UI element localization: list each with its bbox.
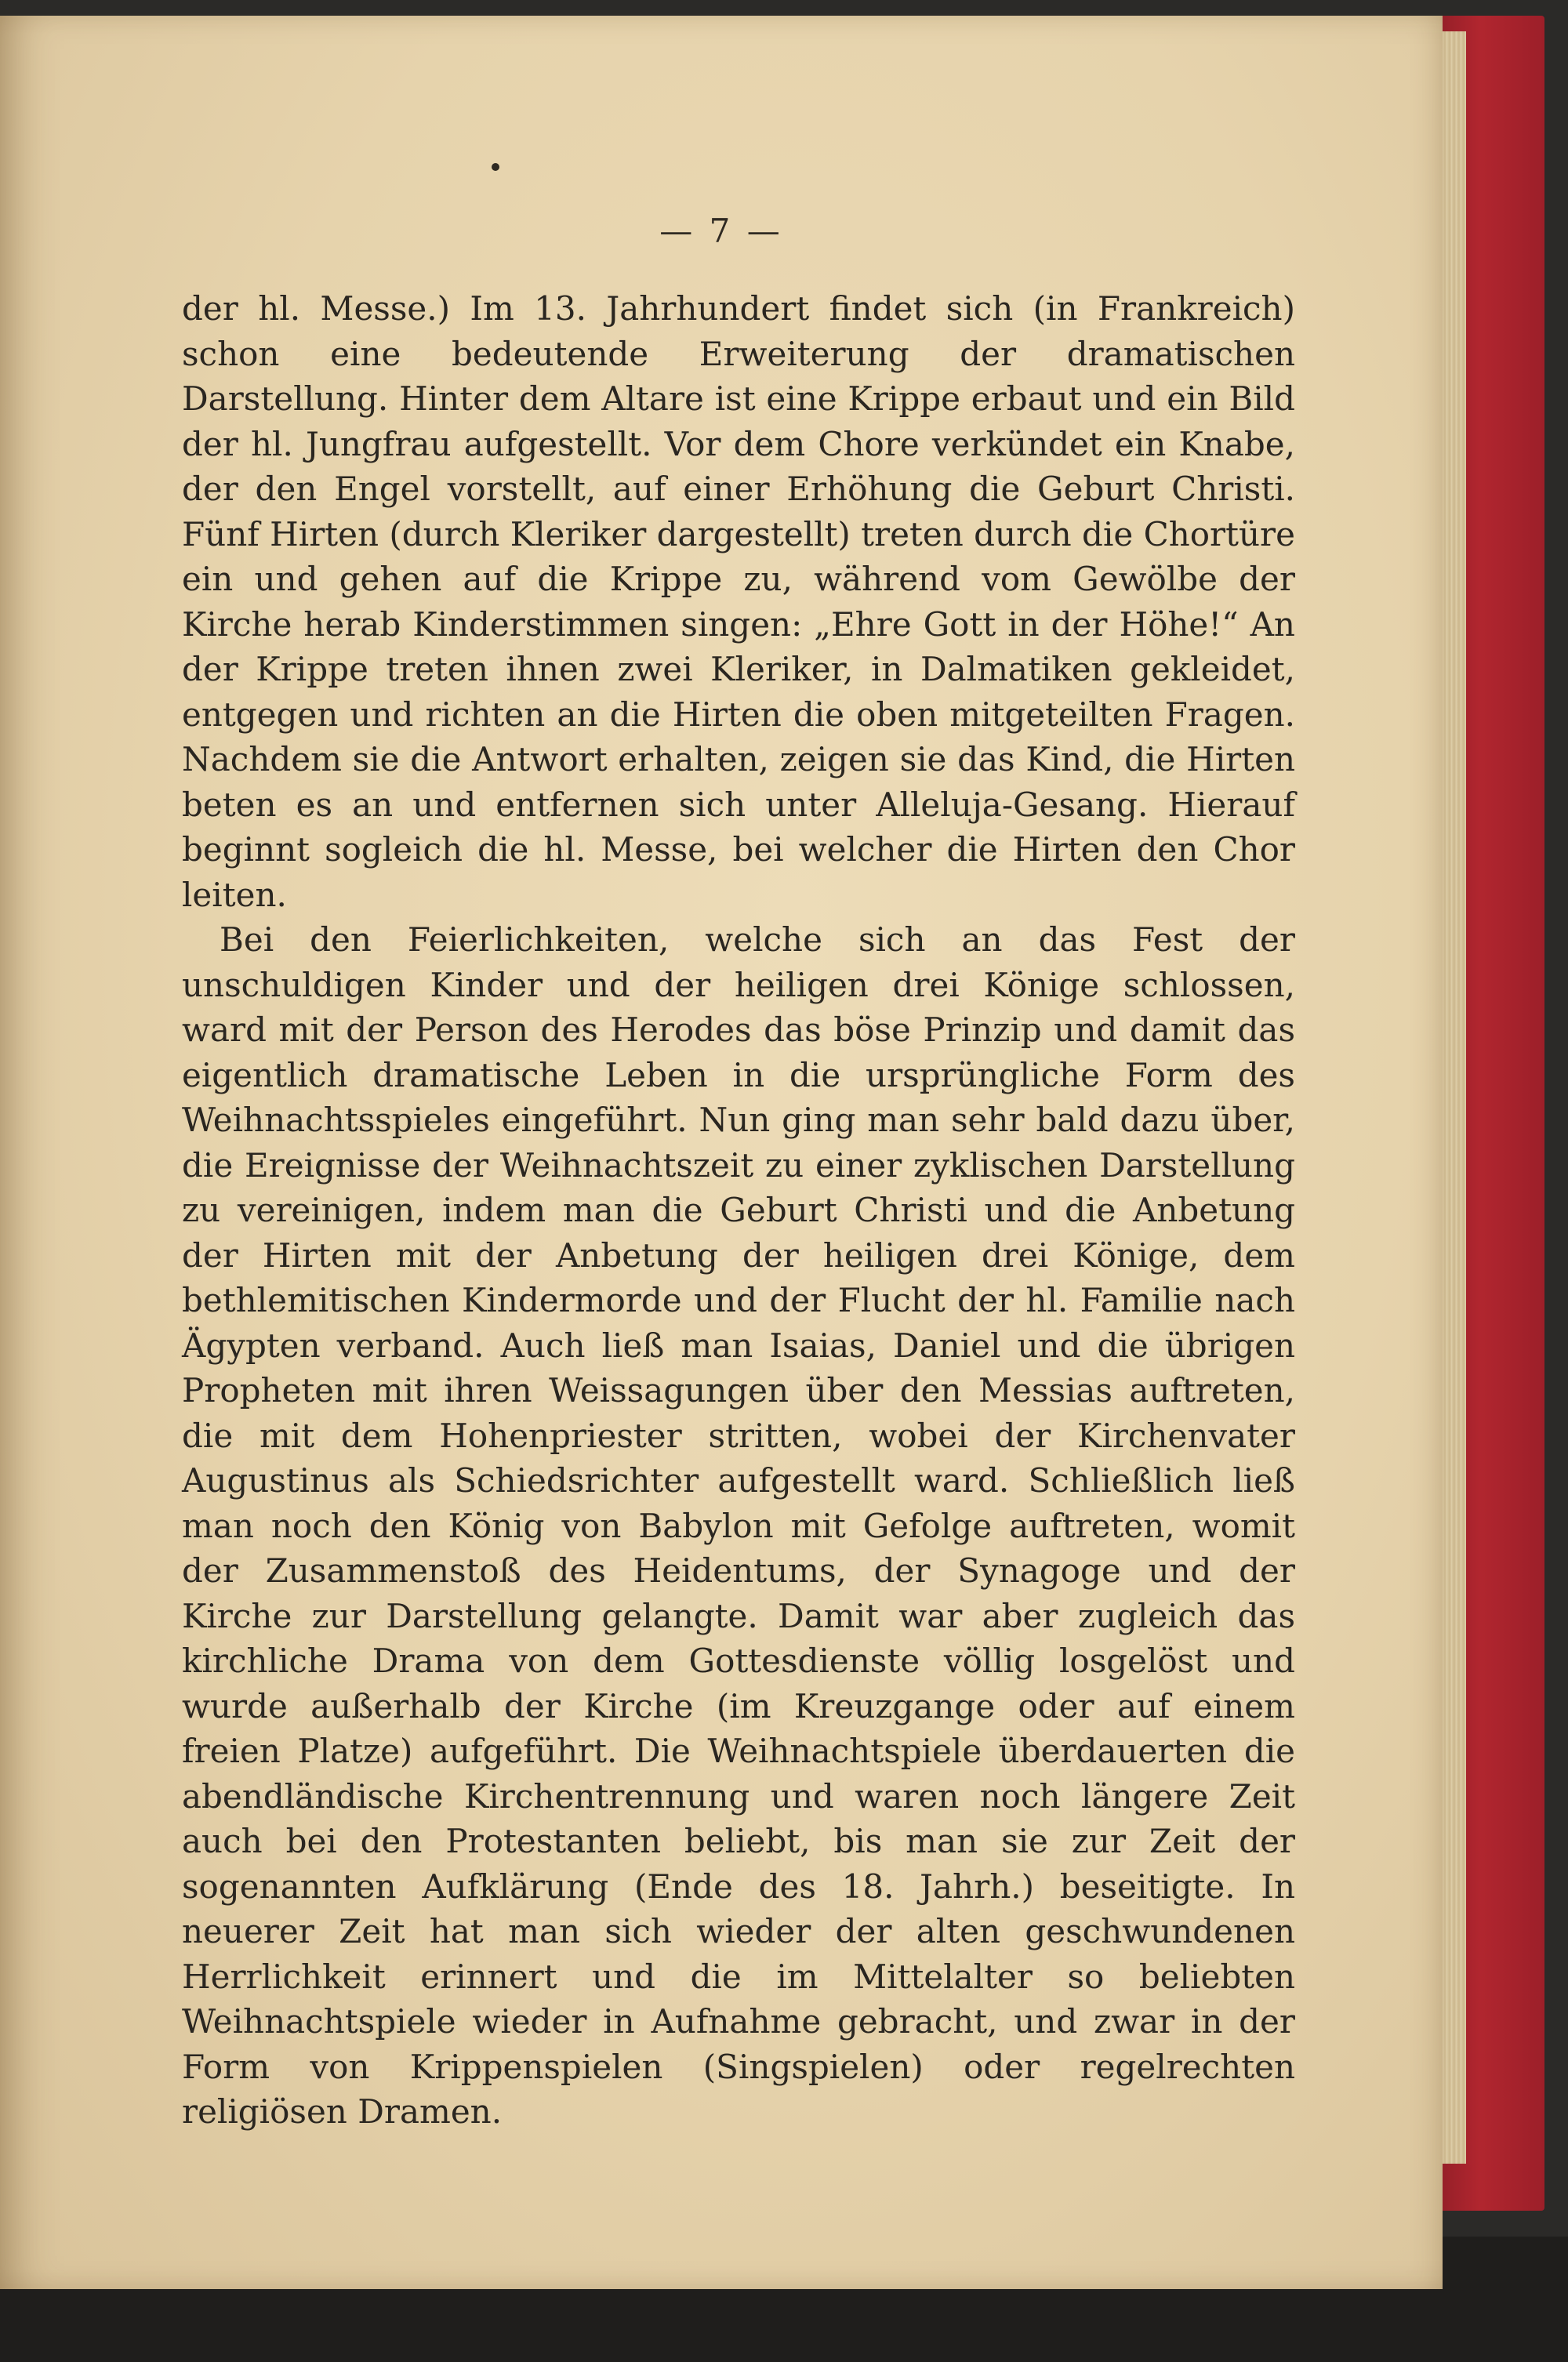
paragraph-1: der hl. Messe.) Im 13. Jahrhundert findet sich (in Frankreich) schon eine bedeutende Erweiterung der dramatischen Darstellung. Hinter dem Altare ist eine Krippe erbaut und ein Bild der hl. Jungfrau aufgestellt. Vor dem Chore verkündet ein Knabe, der den Engel vorstellt, auf einer Erhöhung die Geburt Christi. Fünf Hirten (durch Kleriker dargestellt) treten durch die Chortüre ein und gehen auf die Krippe zu, während vom Gewölbe der Kirche herab Kinderstimmen singen: „Ehre Gott in der Höhe!“ An der Krippe treten ihnen zwei Kleriker, in Dalmatiken gekleidet, entgegen und richten an die Hirten die oben mitgeteilten Fragen. Nachdem sie die Antwort erhalten, zeigen sie das Kind, die Hirten beten es an und entfernen sich unter Alleluja-Gesang. Hierauf beginnt sogleich die hl. Messe, bei welcher die Hirten den Chor leiten. bbox=[182, 289, 1295, 914]
body-text bbox=[182, 286, 1295, 2135]
paragraph-2: Bei den Feierlichkeiten, welche sich an das Fest der unschuldigen Kinder und der heiligen drei Könige schlossen, ward mit der Person des Herodes das böse Prinzip und damit das eigentlich dramatische Leben in die ursprüngliche Form des Weihnachtsspieles eingeführt. Nun ging man sehr bald dazu über, die Ereignisse der Weihnachtszeit zu einer zyklischen Darstellung zu vereinigen, indem man die Geburt Christi und die Anbetung der Hirten mit der Anbetung der heiligen drei Könige, dem bethlemitischen Kindermorde und der Flucht der hl. Familie nach Ägypten verband. Auch ließ man Isaias, Daniel und die übrigen Propheten mit ihren Weissagungen über den Messias auftreten, die mit dem Hohenpriester stritten, wobei der Kirchenvater Augustinus als Schiedsrichter aufgestellt ward. Schließlich ließ man noch den König von Babylon mit Gefolge auftreten, womit der Zusammenstoß des Heidentums, der Synagoge und der Kirche zur Darstellung gelangte. Damit war aber zugleich das kirchliche Drama von dem Gottesdienste völlig losgelöst und wurde außerhalb der Kirche (im Kreuzgange oder auf einem freien Platze) aufgeführt. Die Weihnachtspiele überdauerten die abendländische Kirchentrennung und waren noch längere Zeit auch bei den Protestanten beliebt, bis man sie zur Zeit der sogenannten Aufklärung (Ende des 18. Jahrh.) beseitigte. In neuerer Zeit hat man sich wieder der alten geschwundenen Herrlichkeit erinnert und die im Mittelalter so beliebten Weihnachtspiele wieder in Aufnahme gebracht, und zwar in der Form von Krippenspielen (Singspielen) oder regelrechten religiösen Dramen. bbox=[182, 920, 1295, 2131]
book-page bbox=[0, 16, 1443, 2289]
ink-dot bbox=[492, 163, 499, 171]
page-number: — 7 — bbox=[659, 212, 783, 250]
